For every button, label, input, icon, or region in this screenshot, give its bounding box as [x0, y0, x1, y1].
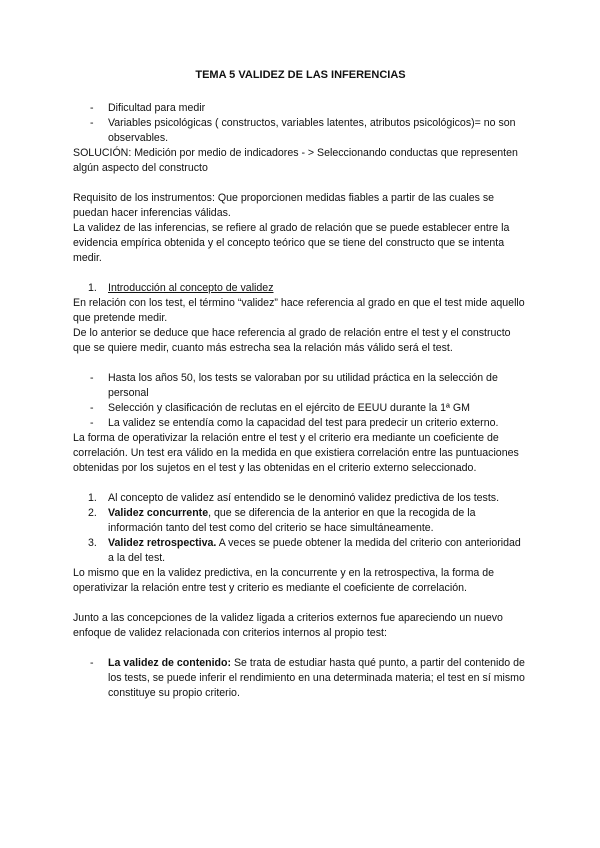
- requisito-paragraph: Requisito de los instrumentos: Que proporcionen medidas fiables a partir de las cuales se puedan hacer inferencias válidas.: [73, 192, 495, 219]
- list-item-text: Al concepto de validez así entendido se le denominó validez predictiva de los tests.: [108, 492, 500, 504]
- list-item-text: La validez se entendía como la capacidad del test para predecir un criterio externo.: [108, 417, 499, 429]
- list-number: 1.: [88, 492, 97, 504]
- intro-list: [73, 101, 528, 146]
- list-item: [73, 371, 528, 401]
- test-paragraph-2: De lo anterior se deduce que hace referencia al grado de relación entre el test y el constructo que se quiere medir, cuanto más estrecha sea la relación más válido será el test.: [73, 327, 511, 354]
- list-item: [73, 416, 528, 431]
- list-item-text: Dificultad para medir: [108, 102, 206, 114]
- dash-marker: -: [90, 372, 94, 384]
- document-page: [73, 68, 528, 701]
- correlacion-paragraph: La forma de operativizar la relación entre el test y el criterio era mediante un coeficiente de correlación. Un test era válido en la medida en que existiera correlación entre las puntuaciones obtenidas por los sujetos en el test y las obtenidas en el criterio externo seleccionado.: [73, 432, 519, 474]
- validity-types-list: [73, 491, 528, 566]
- junto-paragraph: Junto a las concepciones de la validez ligada a criterios externos fue apareciendo un nuevo enfoque de validez relacionada con criterios internos al propio test:: [73, 612, 503, 639]
- dash-marker: -: [90, 657, 94, 669]
- document-title: TEMA 5 VALIDEZ DE LAS INFERENCIAS: [195, 69, 406, 81]
- dash-marker: -: [90, 102, 94, 114]
- list-item: [73, 536, 528, 566]
- section-heading: [73, 281, 528, 296]
- history-list: [73, 371, 528, 431]
- solucion-paragraph: SOLUCIÓN: Medición por medio de indicadores - > Seleccionando conductas que representen algún aspecto del constructo: [73, 147, 518, 174]
- section-title: Introducción al concepto de validez: [108, 282, 274, 294]
- mismo-paragraph: Lo mismo que en la validez predictiva, en la concurrente y en la retrospectiva, la forma de operativizar la relación entre test y criterio es mediante el coeficiente de correlación.: [73, 567, 495, 594]
- list-number: 2.: [88, 507, 97, 519]
- list-item: [73, 506, 528, 536]
- section-number: 1.: [88, 282, 97, 294]
- list-item-text: Hasta los años 50, los tests se valoraban por su utilidad práctica en la selección de personal: [108, 372, 498, 399]
- list-item: [73, 101, 528, 116]
- list-item-text: Selección y clasificación de reclutas en el ejército de EEUU durante la 1ª GM: [108, 402, 470, 414]
- list-item-text: , que se diferencia de la anterior en que la recogida de la información tanto del test como del criterio se hace simultáneamente.: [108, 507, 476, 534]
- list-item: [73, 401, 528, 416]
- list-item: [73, 491, 528, 506]
- list-item: [73, 116, 528, 146]
- dash-marker: -: [90, 402, 94, 414]
- content-validity-list: [73, 656, 528, 701]
- list-item-text: Variables psicológicas ( constructos, variables latentes, atributos psicológicos)= no son observables.: [108, 117, 516, 144]
- validez-definition-paragraph: La validez de las inferencias, se refiere al grado de relación que se puede establecer entre la evidencia empírica obtenida y el concepto teórico que se tiene del constructo que se intenta medir.: [73, 222, 510, 264]
- list-item: [73, 656, 528, 701]
- list-item-bold: Validez retrospectiva.: [108, 537, 217, 549]
- list-item-bold: La validez de contenido:: [108, 657, 232, 669]
- list-item-text: A veces se puede obtener la medida del criterio con anterioridad a la del test.: [108, 537, 521, 564]
- list-item-text: Se trata de estudiar hasta qué punto, a partir del contenido de los tests, se puede inferir el rendimiento en una determinada materia; el test en sí mismo constituye su propio criterio.: [108, 657, 525, 699]
- test-paragraph-1: En relación con los test, el término “validez” hace referencia al grado en que el test mide aquello que pretende medir.: [73, 297, 525, 324]
- dash-marker: -: [90, 417, 94, 429]
- dash-marker: -: [90, 117, 94, 129]
- list-number: 3.: [88, 537, 97, 549]
- section-heading-list: [73, 281, 528, 296]
- list-item-bold: Validez concurrente: [108, 507, 209, 519]
